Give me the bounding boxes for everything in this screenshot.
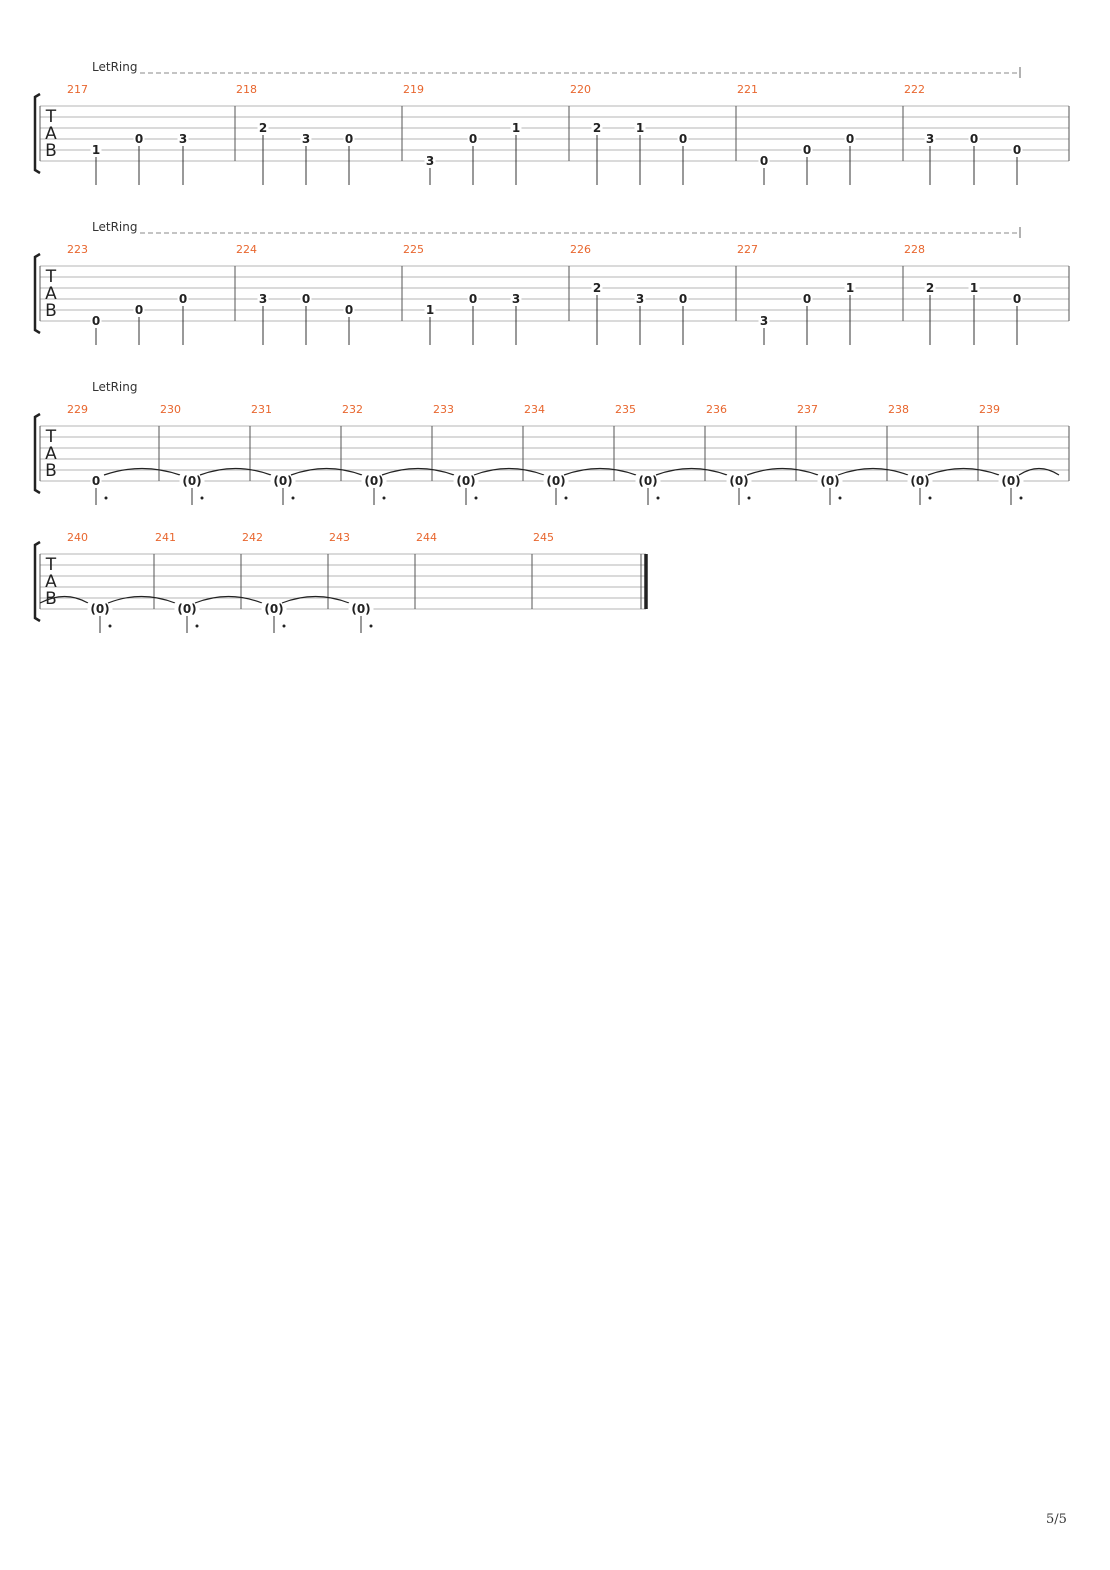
fret-number: 0 <box>91 314 101 328</box>
fret-number: (0) <box>729 474 749 488</box>
tab-clef-letter: A <box>45 444 57 464</box>
fret-number: (0) <box>456 474 476 488</box>
fret-number: 2 <box>592 121 602 135</box>
staff-system <box>35 531 646 633</box>
tie-arc <box>838 469 908 476</box>
fret-number: 0 <box>134 132 144 146</box>
tie-arc <box>195 597 262 604</box>
system-bracket <box>35 94 40 173</box>
staff-system <box>35 380 1069 505</box>
tab-clef-letter: T <box>45 267 57 287</box>
measure-number: 225 <box>403 243 424 256</box>
staff-system <box>35 220 1069 345</box>
rhythm-dot <box>748 497 751 500</box>
measure-number: 245 <box>533 531 554 544</box>
tie-arc <box>291 469 362 476</box>
tab-clef-letter: T <box>45 427 57 447</box>
let-ring-label: LetRing <box>92 380 138 394</box>
measure-number: 240 <box>67 531 88 544</box>
rhythm-dot <box>565 497 568 500</box>
measure-number: 227 <box>737 243 758 256</box>
fret-number: 2 <box>258 121 268 135</box>
fret-number: (0) <box>546 474 566 488</box>
measure-number: 220 <box>570 83 591 96</box>
let-ring-label: LetRing <box>92 60 138 74</box>
measure-number: 229 <box>67 403 88 416</box>
system-bracket <box>35 414 40 493</box>
fret-number: (0) <box>364 474 384 488</box>
measure-number: 230 <box>160 403 181 416</box>
fret-number: (0) <box>1001 474 1021 488</box>
measure-number: 219 <box>403 83 424 96</box>
measure-number: 239 <box>979 403 1000 416</box>
page-number: 5/5 <box>1046 1512 1067 1527</box>
fret-number: (0) <box>351 602 371 616</box>
measure-number: 236 <box>706 403 727 416</box>
fret-number: (0) <box>273 474 293 488</box>
fret-number: 3 <box>759 314 769 328</box>
measure-number: 242 <box>242 531 263 544</box>
system-bracket <box>35 542 40 621</box>
fret-number: 0 <box>1012 292 1022 306</box>
tab-clef-letter: T <box>45 555 57 575</box>
measure-number: 234 <box>524 403 545 416</box>
tab-clef-letter: A <box>45 284 57 304</box>
tab-clef-letter: B <box>45 589 57 609</box>
rhythm-dot <box>929 497 932 500</box>
rhythm-dot <box>196 625 199 628</box>
tab-clef-letter: T <box>45 107 57 127</box>
rhythm-dot <box>1020 497 1023 500</box>
fret-number: 1 <box>969 281 979 295</box>
fret-number: (0) <box>182 474 202 488</box>
measure-number: 228 <box>904 243 925 256</box>
tab-clef-letter: B <box>45 461 57 481</box>
rhythm-dot <box>383 497 386 500</box>
fret-number: (0) <box>177 602 197 616</box>
fret-number: 3 <box>178 132 188 146</box>
measure-number: 232 <box>342 403 363 416</box>
tab-clef-letter: A <box>45 572 57 592</box>
fret-number: 3 <box>258 292 268 306</box>
rhythm-dot <box>839 497 842 500</box>
rhythm-dot <box>292 497 295 500</box>
measure-number: 237 <box>797 403 818 416</box>
measure-number: 217 <box>67 83 88 96</box>
let-ring-label: LetRing <box>92 220 138 234</box>
measure-number: 238 <box>888 403 909 416</box>
measure-number: 235 <box>615 403 636 416</box>
fret-number: 0 <box>344 303 354 317</box>
fret-number: 1 <box>635 121 645 135</box>
rhythm-dot <box>105 497 108 500</box>
fret-number: 0 <box>134 303 144 317</box>
measure-number: 244 <box>416 531 437 544</box>
tie-arc <box>474 469 544 476</box>
tab-clef-letter: B <box>45 141 57 161</box>
measure-number: 218 <box>236 83 257 96</box>
fret-number: 0 <box>678 132 688 146</box>
fret-number: 3 <box>925 132 935 146</box>
rhythm-dot <box>370 625 373 628</box>
tie-arc <box>928 469 999 476</box>
tie-arc <box>747 469 818 476</box>
measure-number: 233 <box>433 403 454 416</box>
fret-number: 1 <box>845 281 855 295</box>
rhythm-dot <box>109 625 112 628</box>
tie-arc <box>656 469 727 476</box>
fret-number: 0 <box>301 292 311 306</box>
fret-number: 0 <box>468 292 478 306</box>
tie-arc <box>108 597 175 604</box>
fret-number: 0 <box>178 292 188 306</box>
system-bracket <box>35 254 40 333</box>
fret-number: 0 <box>802 292 812 306</box>
tie-arc <box>282 597 349 604</box>
fret-number: 0 <box>1012 143 1022 157</box>
fret-number: 0 <box>802 143 812 157</box>
fret-number: 0 <box>969 132 979 146</box>
measure-number: 223 <box>67 243 88 256</box>
fret-number: 3 <box>511 292 521 306</box>
tie-arc <box>382 469 454 476</box>
measure-number: 241 <box>155 531 176 544</box>
rhythm-dot <box>475 497 478 500</box>
rhythm-dot <box>657 497 660 500</box>
measure-number: 221 <box>737 83 758 96</box>
fret-number: 1 <box>425 303 435 317</box>
fret-number: (0) <box>820 474 840 488</box>
fret-number: 2 <box>592 281 602 295</box>
fret-number: 0 <box>468 132 478 146</box>
measure-number: 226 <box>570 243 591 256</box>
staff-system <box>35 60 1069 185</box>
measure-number: 222 <box>904 83 925 96</box>
measure-number: 243 <box>329 531 350 544</box>
tab-clef-letter: B <box>45 301 57 321</box>
fret-number: 0 <box>759 154 769 168</box>
rhythm-dot <box>283 625 286 628</box>
fret-number: 3 <box>635 292 645 306</box>
tab-clef-letter: A <box>45 124 57 144</box>
fret-number: 3 <box>425 154 435 168</box>
fret-number: 2 <box>925 281 935 295</box>
fret-number: (0) <box>910 474 930 488</box>
measure-number: 224 <box>236 243 257 256</box>
tie-arc <box>104 469 180 476</box>
fret-number: (0) <box>90 602 110 616</box>
tie-arc <box>1019 469 1059 476</box>
fret-number: (0) <box>638 474 658 488</box>
measure-number: 231 <box>251 403 272 416</box>
fret-number: 3 <box>301 132 311 146</box>
tie-arc <box>564 469 636 476</box>
fret-number: (0) <box>264 602 284 616</box>
fret-number: 0 <box>845 132 855 146</box>
fret-number: 0 <box>344 132 354 146</box>
fret-number: 0 <box>678 292 688 306</box>
fret-number: 1 <box>91 143 101 157</box>
rhythm-dot <box>201 497 204 500</box>
fret-number: 1 <box>511 121 521 135</box>
tie-arc <box>200 469 271 476</box>
fret-number: 0 <box>91 474 101 488</box>
